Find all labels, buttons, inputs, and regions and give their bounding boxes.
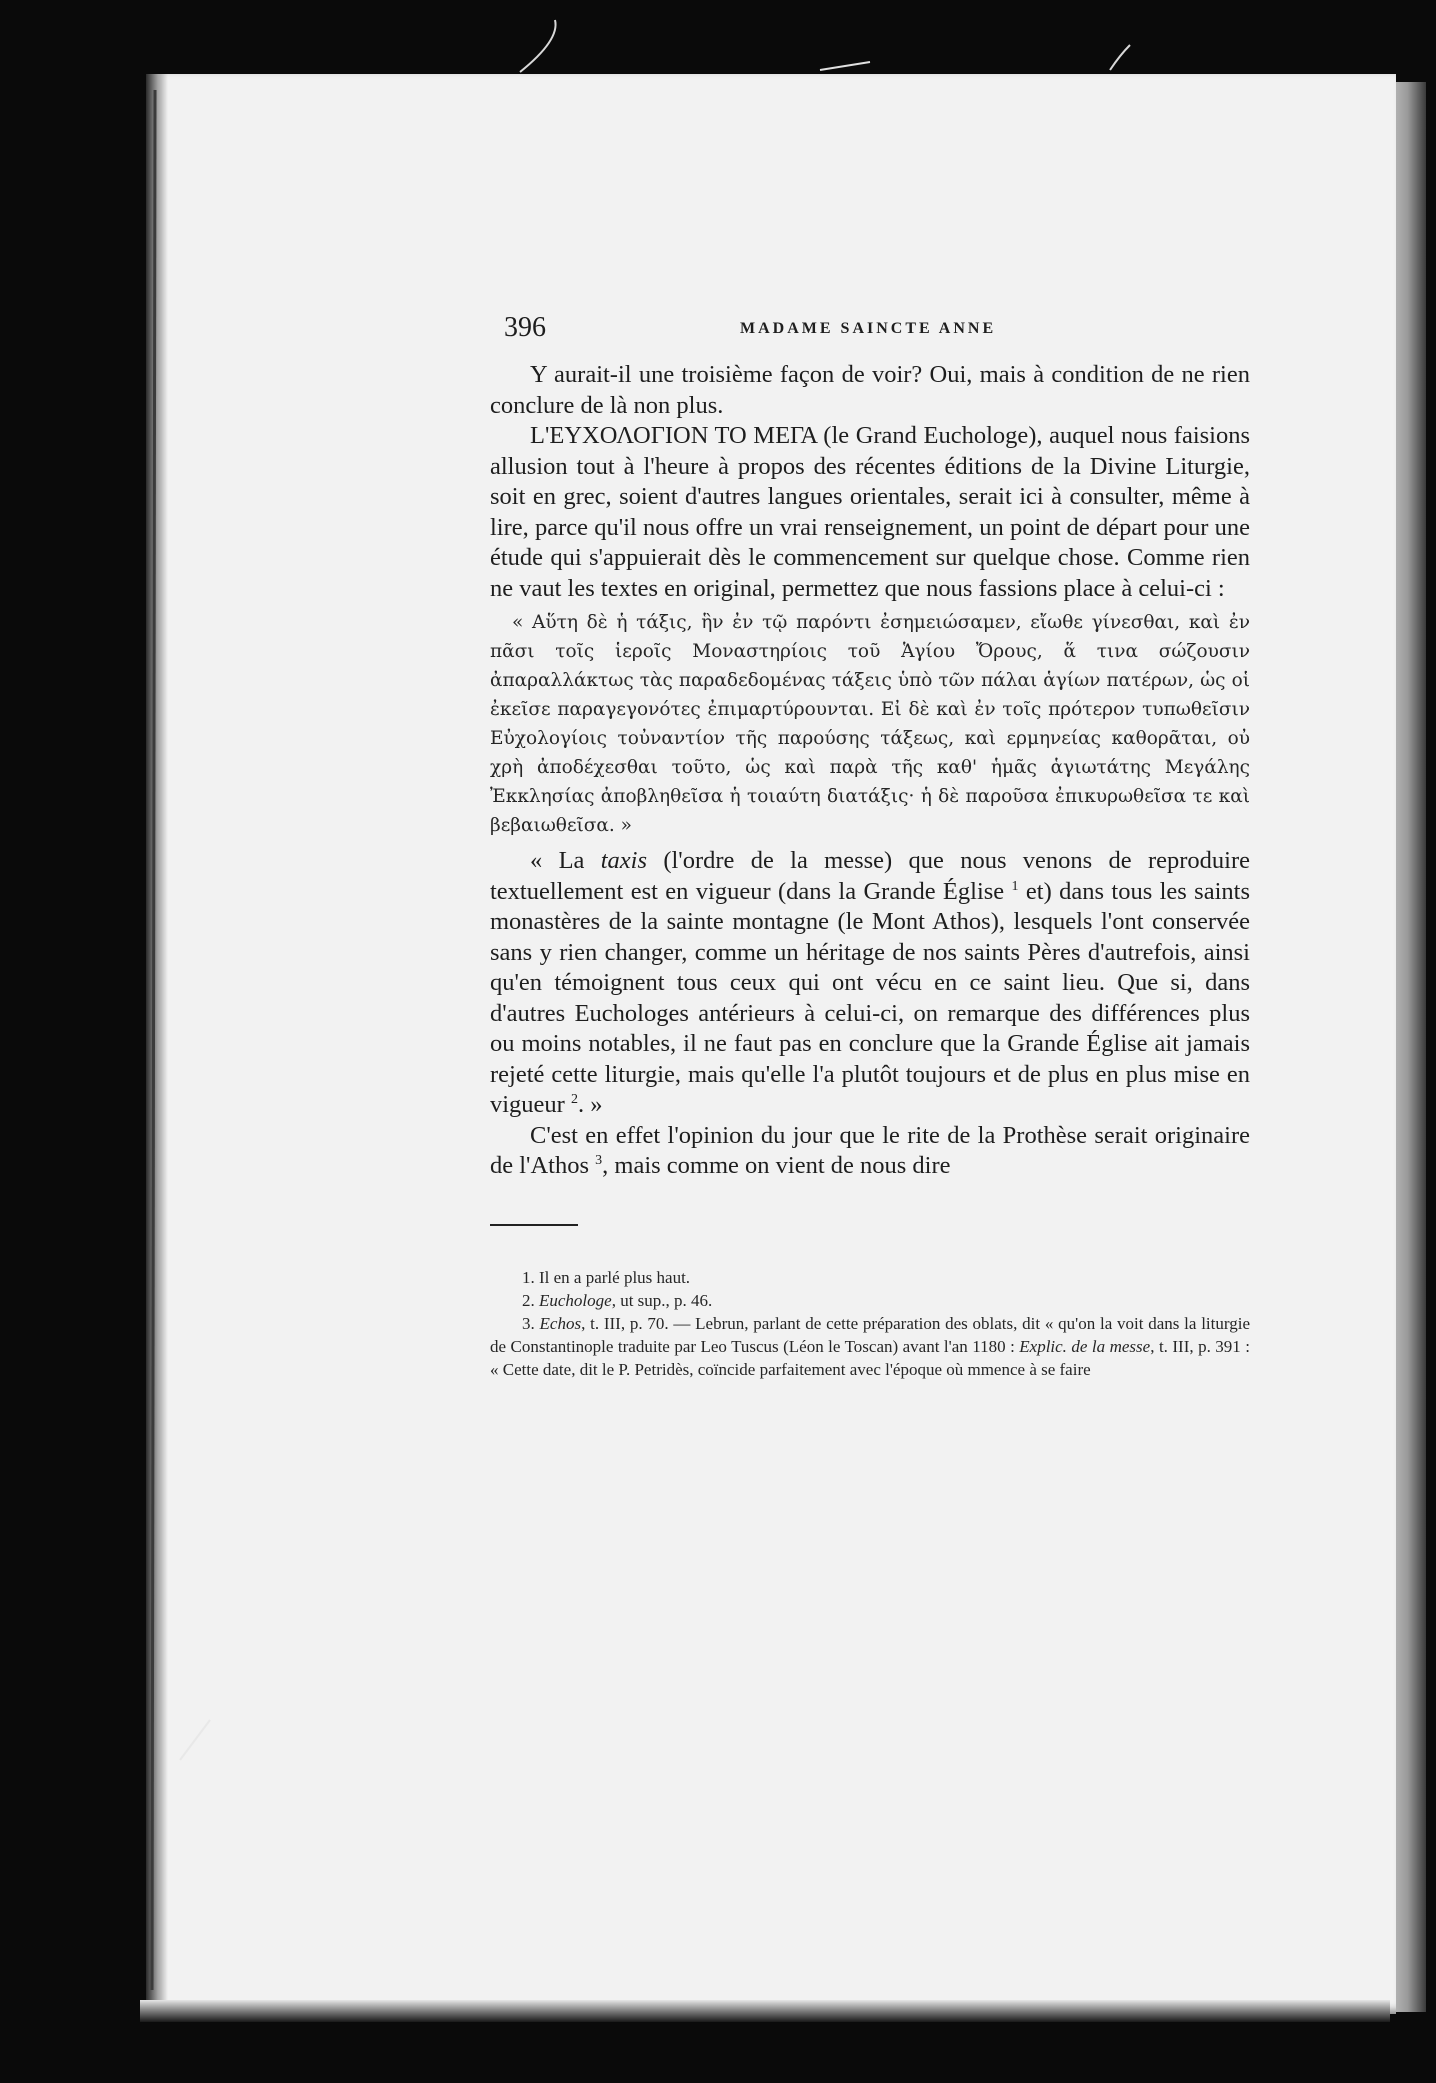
taxis-term: taxis [600,847,648,874]
paragraph-3-end: . » [577,1091,603,1118]
running-title: MADAME SAINCTE ANNE [740,320,997,337]
paragraph-4 [490,1121,1250,1182]
paragraph-4-text-a: C'est en effet l'opinion du jour que le rite de la Prothèse serait originaire de l'Athos [490,1121,1250,1179]
page-text-block [490,312,1250,1381]
footnote-1: 1. Il en a parlé plus haut. [522,1267,691,1287]
footnote-2-title: Euchologe [539,1290,612,1310]
footnote-separator [490,1224,578,1226]
paragraph-2: L'ΕΥΧΟΛΟΓΙΟΝ ΤΟ ΜΕΓΑ (le Grand Euchologe), auquel nous faisions allusion tout à l'heure à propos des récentes éditions de la Divine Liturgie, soit en grec, soient d'autres langues orientales, serait ici à consulter, même à lire, parce qu'il nous offre un vrai renseignement, un point de départ pour une étude qui s'appuierait dès le commencement sur quelque chose. Comme rien ne vaut les textes en original, permettez que nous fassions place à celui-ci : [490,422,1250,602]
footnote-3-number: 3. [522,1313,540,1333]
page-number: 396 [504,312,546,343]
paragraph-3 [490,846,1250,1121]
footnote-3 [490,1312,1250,1381]
footnote-2 [490,1289,1250,1312]
footnote-3-text-a: , t. III, p. 70. — Lebrun, parlant de cette préparation des oblats, dit « qu'on la voit dans la liturgie de Constantinople traduite par Leo Tuscus (Léon le Toscan) avant l'an 1180 : [490,1313,1251,1356]
footnote-3-title: Echos [539,1313,582,1333]
paragraph-4-text-b: , mais comme on vient de nous dire [602,1152,951,1179]
footnote-ref-3: 3 [595,1152,603,1168]
footnote-3-work: Explic. de la messe [1019,1336,1151,1356]
greek-quotation: « Αὕτη δὲ ἡ τάξις, ἣν ἐν τῷ παρόντι ἐσημειώσαμεν, εἴωθε γίνεσθαι, καὶ ἐν πᾶσι τοῖς ἱεροῖς Μοναστηρίοις τοῦ Ἁγίου Ὄρους, ἅ τινα σώζουσιν ἀπαραλλάκτως τὰς παραδεδομένας τάξεις ὑπὸ τῶν πάλαι ἁγίων πατέρων, ὡς οἱ ἐκεῖσε παραγεγονότες ἐπιμαρτύρουνται. Εἰ δὲ καὶ ἐν τοῖς πρότερον τυπωθεῖσιν Εὐχολογίοις τοὐναντίον τῆς παρούσης τάξεως, καὶ ερμηνείας καθορᾶται, οὐ χρὴ ἀποδέχεσθαι τοῦτο, ὡς καὶ παρὰ τῆς καθ' ἡμᾶς ἁγιωτάτης Μεγάλης Ἐκκλησίας ἀποβληθεῖσα ἡ τοιαύτη διατάξις· ἡ δὲ παροῦσα ἐπικυρωθεῖσα τε καὶ βεβαιωθεῖσα. » [490,612,1250,836]
footnote-2-number: 2. [522,1290,539,1310]
footnote-ref-1: 1 [1011,878,1019,894]
footnote-2-text: , ut sup., p. 46. [611,1290,713,1310]
paragraph-3-text-b: et) dans tous les saints monastères de la sainte montagne (le Mont Athos), lesquels l'ont conservée sans y rien changer, comme un héritage de nos saints Pères d'autrefois, ainsi qu'en témoignent tous ceux qui ont vécu en ce saint lieu. Que si, dans d'autres Euchologes antérieurs à celui-ci, on remarque des différences plus ou moins notables, il ne faut pas en conclure que la Grande Église ait jamais rejeté cette liturgie, mais qu'elle l'a plutôt toujours et de plus en plus mise en vigueur [490,877,1250,1118]
running-head [490,312,1250,352]
footnote-3-text-b: , t. III, p. 391 : « Cette date, dit le P. Petridès, coïncide parfaitement avec l'époque où mmence à se faire [490,1336,1250,1379]
paragraph-3-start: « La [530,847,601,874]
paragraph-1: Y aurait-il une troisième façon de voir? Oui, mais à condition de ne rien conclure de là non plus. [490,361,1250,419]
paragraph-3-text-a: (l'ordre de la messe) que nous venons de reproduire textuellement est en vigueur (dans la Grande Église [490,847,1250,905]
footnote-ref-2: 2 [570,1091,578,1107]
